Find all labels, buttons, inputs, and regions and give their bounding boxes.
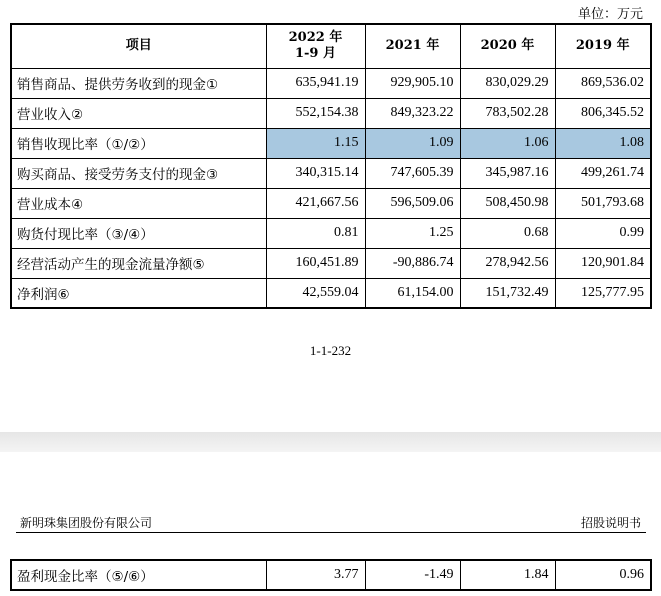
table-header-row: [11, 24, 651, 68]
cell-2022: 421,667.56: [266, 188, 365, 218]
cell-2020: 151,732.49: [460, 278, 555, 308]
cell-2021: 929,905.10: [365, 68, 460, 98]
cell-2020: 1.84: [460, 560, 555, 590]
cell-2019: 1.08: [555, 128, 651, 158]
header-2020: 2020 年: [460, 24, 555, 68]
row-label: 营业成本④: [11, 188, 266, 218]
page-gap: [0, 432, 661, 452]
table-row: [11, 128, 651, 158]
cell-2022: 160,451.89: [266, 248, 365, 278]
cell-2019: 501,793.68: [555, 188, 651, 218]
header-2022-period: 1-9 月: [294, 46, 336, 62]
cash-flow-table: [10, 23, 652, 309]
row-label: 经营活动产生的现金流量净额⑤: [11, 248, 266, 278]
header-2019: 2019 年: [555, 24, 651, 68]
cell-2020: 0.68: [460, 218, 555, 248]
row-label: 盈利现金比率（⑤/⑥）: [11, 560, 266, 590]
company-name: 新明珠集团股份有限公司: [20, 516, 153, 530]
table-row: [11, 98, 651, 128]
row-label: 营业收入②: [11, 98, 266, 128]
cell-2019: 499,261.74: [555, 158, 651, 188]
header-divider: [16, 532, 646, 533]
cell-2022: 0.81: [266, 218, 365, 248]
table-row: [11, 560, 651, 590]
cell-2019: 806,345.52: [555, 98, 651, 128]
row-label: 净利润⑥: [11, 278, 266, 308]
header-2022: [266, 24, 365, 68]
cell-2022: 340,315.14: [266, 158, 365, 188]
cell-2019: 125,777.95: [555, 278, 651, 308]
cell-2019: 0.99: [555, 218, 651, 248]
cell-2021: -1.49: [365, 560, 460, 590]
cell-2019: 120,901.84: [555, 248, 651, 278]
cell-2020: 1.06: [460, 128, 555, 158]
continuation-table: [10, 559, 652, 591]
cell-2022: 552,154.38: [266, 98, 365, 128]
unit-label: 单位：万元: [577, 7, 643, 22]
header-2021: 2021 年: [365, 24, 460, 68]
cell-2019: 0.96: [555, 560, 651, 590]
row-label: 购货付现比率（③/④）: [11, 218, 266, 248]
cell-2020: 508,450.98: [460, 188, 555, 218]
cell-2022: 1.15: [266, 128, 365, 158]
header-2022-year: 2022 年: [288, 30, 343, 46]
row-label: 销售商品、提供劳务收到的现金①: [11, 68, 266, 98]
cell-2022: 42,559.04: [266, 278, 365, 308]
cell-2021: 596,509.06: [365, 188, 460, 218]
document-type: 招股说明书: [580, 516, 641, 530]
cell-2021: -90,886.74: [365, 248, 460, 278]
cell-2021: 849,323.22: [365, 98, 460, 128]
cell-2020: 830,029.29: [460, 68, 555, 98]
page-number: 1-1-232: [309, 343, 352, 358]
cell-2022: 3.77: [266, 560, 365, 590]
table-row: [11, 188, 651, 218]
table-row: [11, 158, 651, 188]
table-row: [11, 218, 651, 248]
row-label: 购买商品、接受劳务支付的现金③: [11, 158, 266, 188]
row-label: 销售收现比率（①/②）: [11, 128, 266, 158]
table-row: [11, 68, 651, 98]
table-row: [11, 278, 651, 308]
cell-2021: 61,154.00: [365, 278, 460, 308]
cell-2020: 278,942.56: [460, 248, 555, 278]
cell-2021: 1.25: [365, 218, 460, 248]
cell-2022: 635,941.19: [266, 68, 365, 98]
cell-2021: 747,605.39: [365, 158, 460, 188]
cell-2021: 1.09: [365, 128, 460, 158]
table-row: [11, 248, 651, 278]
header-item: 项目: [11, 24, 266, 68]
cell-2020: 345,987.16: [460, 158, 555, 188]
cell-2020: 783,502.28: [460, 98, 555, 128]
cell-2019: 869,536.02: [555, 68, 651, 98]
